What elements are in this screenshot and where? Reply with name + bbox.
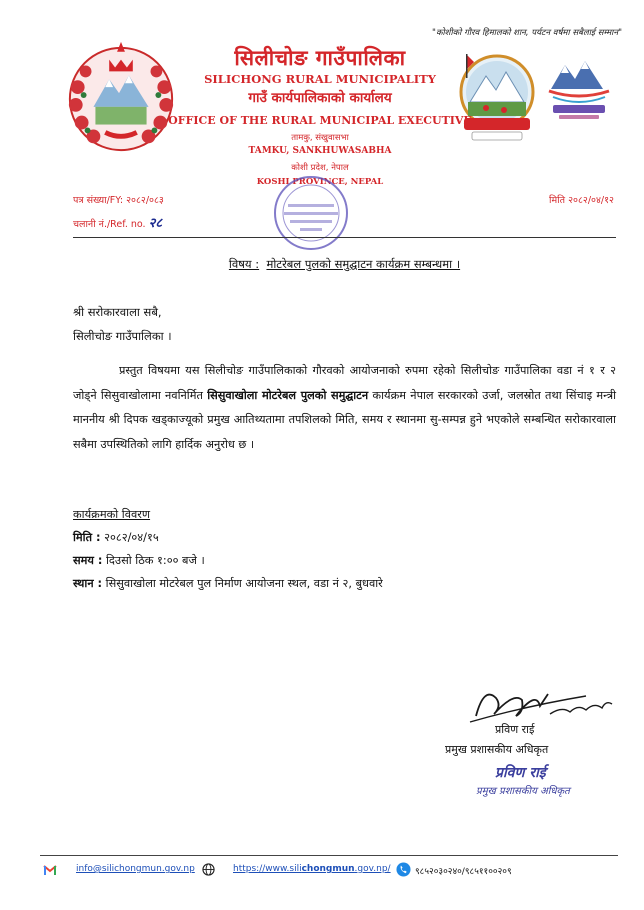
letter-fy-number [73, 193, 164, 206]
details-heading: कार्यक्रमको विवरण [73, 508, 151, 521]
date-label: मिति [549, 195, 566, 206]
body-part-2: कार्यक्रम नेपाल सरकारको उर्जा, जलस्रोत तथा सिंचाइ मन्त्री माननीय श्री दिपक खड्काज्यूको प्रमुख आतिथ्यतामा तपशिलको मिति, समय र स्थानमा सु-सम्पन्न हुने भएकोले सम्बन्धित सरोकारवाला सबैमा उपस्थितिको लागि हार्दिक अनुरोध छ । [73, 388, 617, 451]
letter-ref-number [73, 213, 162, 231]
details-place-label: स्थान : [73, 577, 103, 590]
details-place [73, 576, 383, 591]
ref-value: २८ [148, 216, 163, 231]
fy-label: पत्र संख्या/FY: [73, 195, 124, 206]
nepal-emblem-icon [62, 38, 180, 156]
details-time-label: समय : [73, 554, 103, 567]
gmail-icon [43, 864, 57, 876]
municipality-name-np: सिलीचोङ गाउँपालिका [234, 46, 406, 70]
signatory-stamp-title: प्रमुख प्रशासकीय अधिकृत [476, 786, 570, 797]
fy-value: २०८२/०८३ [126, 195, 164, 206]
details-date-label: मिति : [73, 531, 101, 544]
province-np: कोशी प्रदेश, नेपाल [291, 163, 349, 173]
website-suffix: .gov.np/ [354, 864, 391, 874]
address-en: TAMKU, SANKHUWASABHA [248, 146, 392, 156]
details-date-value: २०८२/०४/१५ [104, 531, 159, 544]
website-bold: chongmun [301, 864, 355, 874]
footer-email-link[interactable]: info@silichongmun.gov.np [76, 864, 195, 874]
ref-label: चलानी नं./Ref. no. [73, 219, 146, 230]
salutation-line-1: श्री सरोकारवाला सबै, [73, 305, 162, 319]
address-np: तामकु, संखुवासभा [291, 133, 349, 143]
letter-date [549, 193, 614, 206]
office-name-en: OFFICE OF THE RURAL MUNICIPAL EXECUTIVE [168, 114, 472, 127]
date-value: २०८२/०४/१२ [568, 195, 614, 206]
header-motto: "कोशीको गौरव हिमालको शान, पर्यटन वर्षमा सबैलाई सम्मान" [432, 28, 622, 38]
details-time [73, 553, 205, 568]
header-divider [73, 237, 616, 238]
footer-phone: ९८५२०३०२४०/९८५११००२०९ [415, 867, 512, 877]
handwritten-signature-icon [466, 676, 616, 732]
details-time-value: दिउसो ठिक १:०० बजे । [106, 554, 205, 567]
footer-contact [40, 864, 630, 880]
signatory-name: प्रविण राई [495, 723, 535, 736]
details-date [73, 530, 159, 545]
subject-text: मोटरेबल पुलको समुद्घाटन कार्यक्रम सम्बन्धमा । [266, 257, 461, 271]
municipality-name-en: SILICHONG RURAL MUNICIPALITY [204, 72, 436, 86]
body-bold-1: सिसुवाखोला मोटरेबल पुलको समुद्घाटन [207, 388, 369, 402]
letter-subject [73, 257, 616, 272]
subject-label: विषय : [228, 257, 260, 271]
signatory-stamp-name: प्रविण राई [495, 765, 546, 781]
phone-icon [396, 862, 411, 877]
signatory-title: प्रमुख प्रशासकीय अधिकृत [445, 743, 549, 756]
province-en: KOSHI PROVINCE, NEPAL [256, 177, 384, 187]
office-name-np: गाउँ कार्यपालिकाको कार्यालय [248, 90, 392, 106]
globe-icon [202, 863, 215, 876]
letter-body [73, 359, 616, 457]
details-place-value: सिसुवाखोला मोटरेबल पुल निर्माण आयोजना स्थल, वडा नं २, बुधवारे [105, 577, 383, 590]
footer-divider [40, 855, 618, 856]
footer-website-link[interactable] [233, 864, 391, 874]
office-stamp-icon [270, 172, 352, 254]
koshi-province-logo-icon [543, 55, 615, 123]
body-part-1: प्रस्तुत विषयमा यस सिलीचोङ गाउँपालिकाको गौरवको आयोजनाको रुपमा रहेको सिलीचोङ गाउँपालिका वडा नं १ र २ जोड्ने सिसुवाखोलामा नवनिर्मित [73, 364, 616, 402]
salutation-line-2: सिलीचोङ गाउँपालिका । [73, 329, 172, 343]
website-prefix: https://www.sili [233, 864, 302, 874]
